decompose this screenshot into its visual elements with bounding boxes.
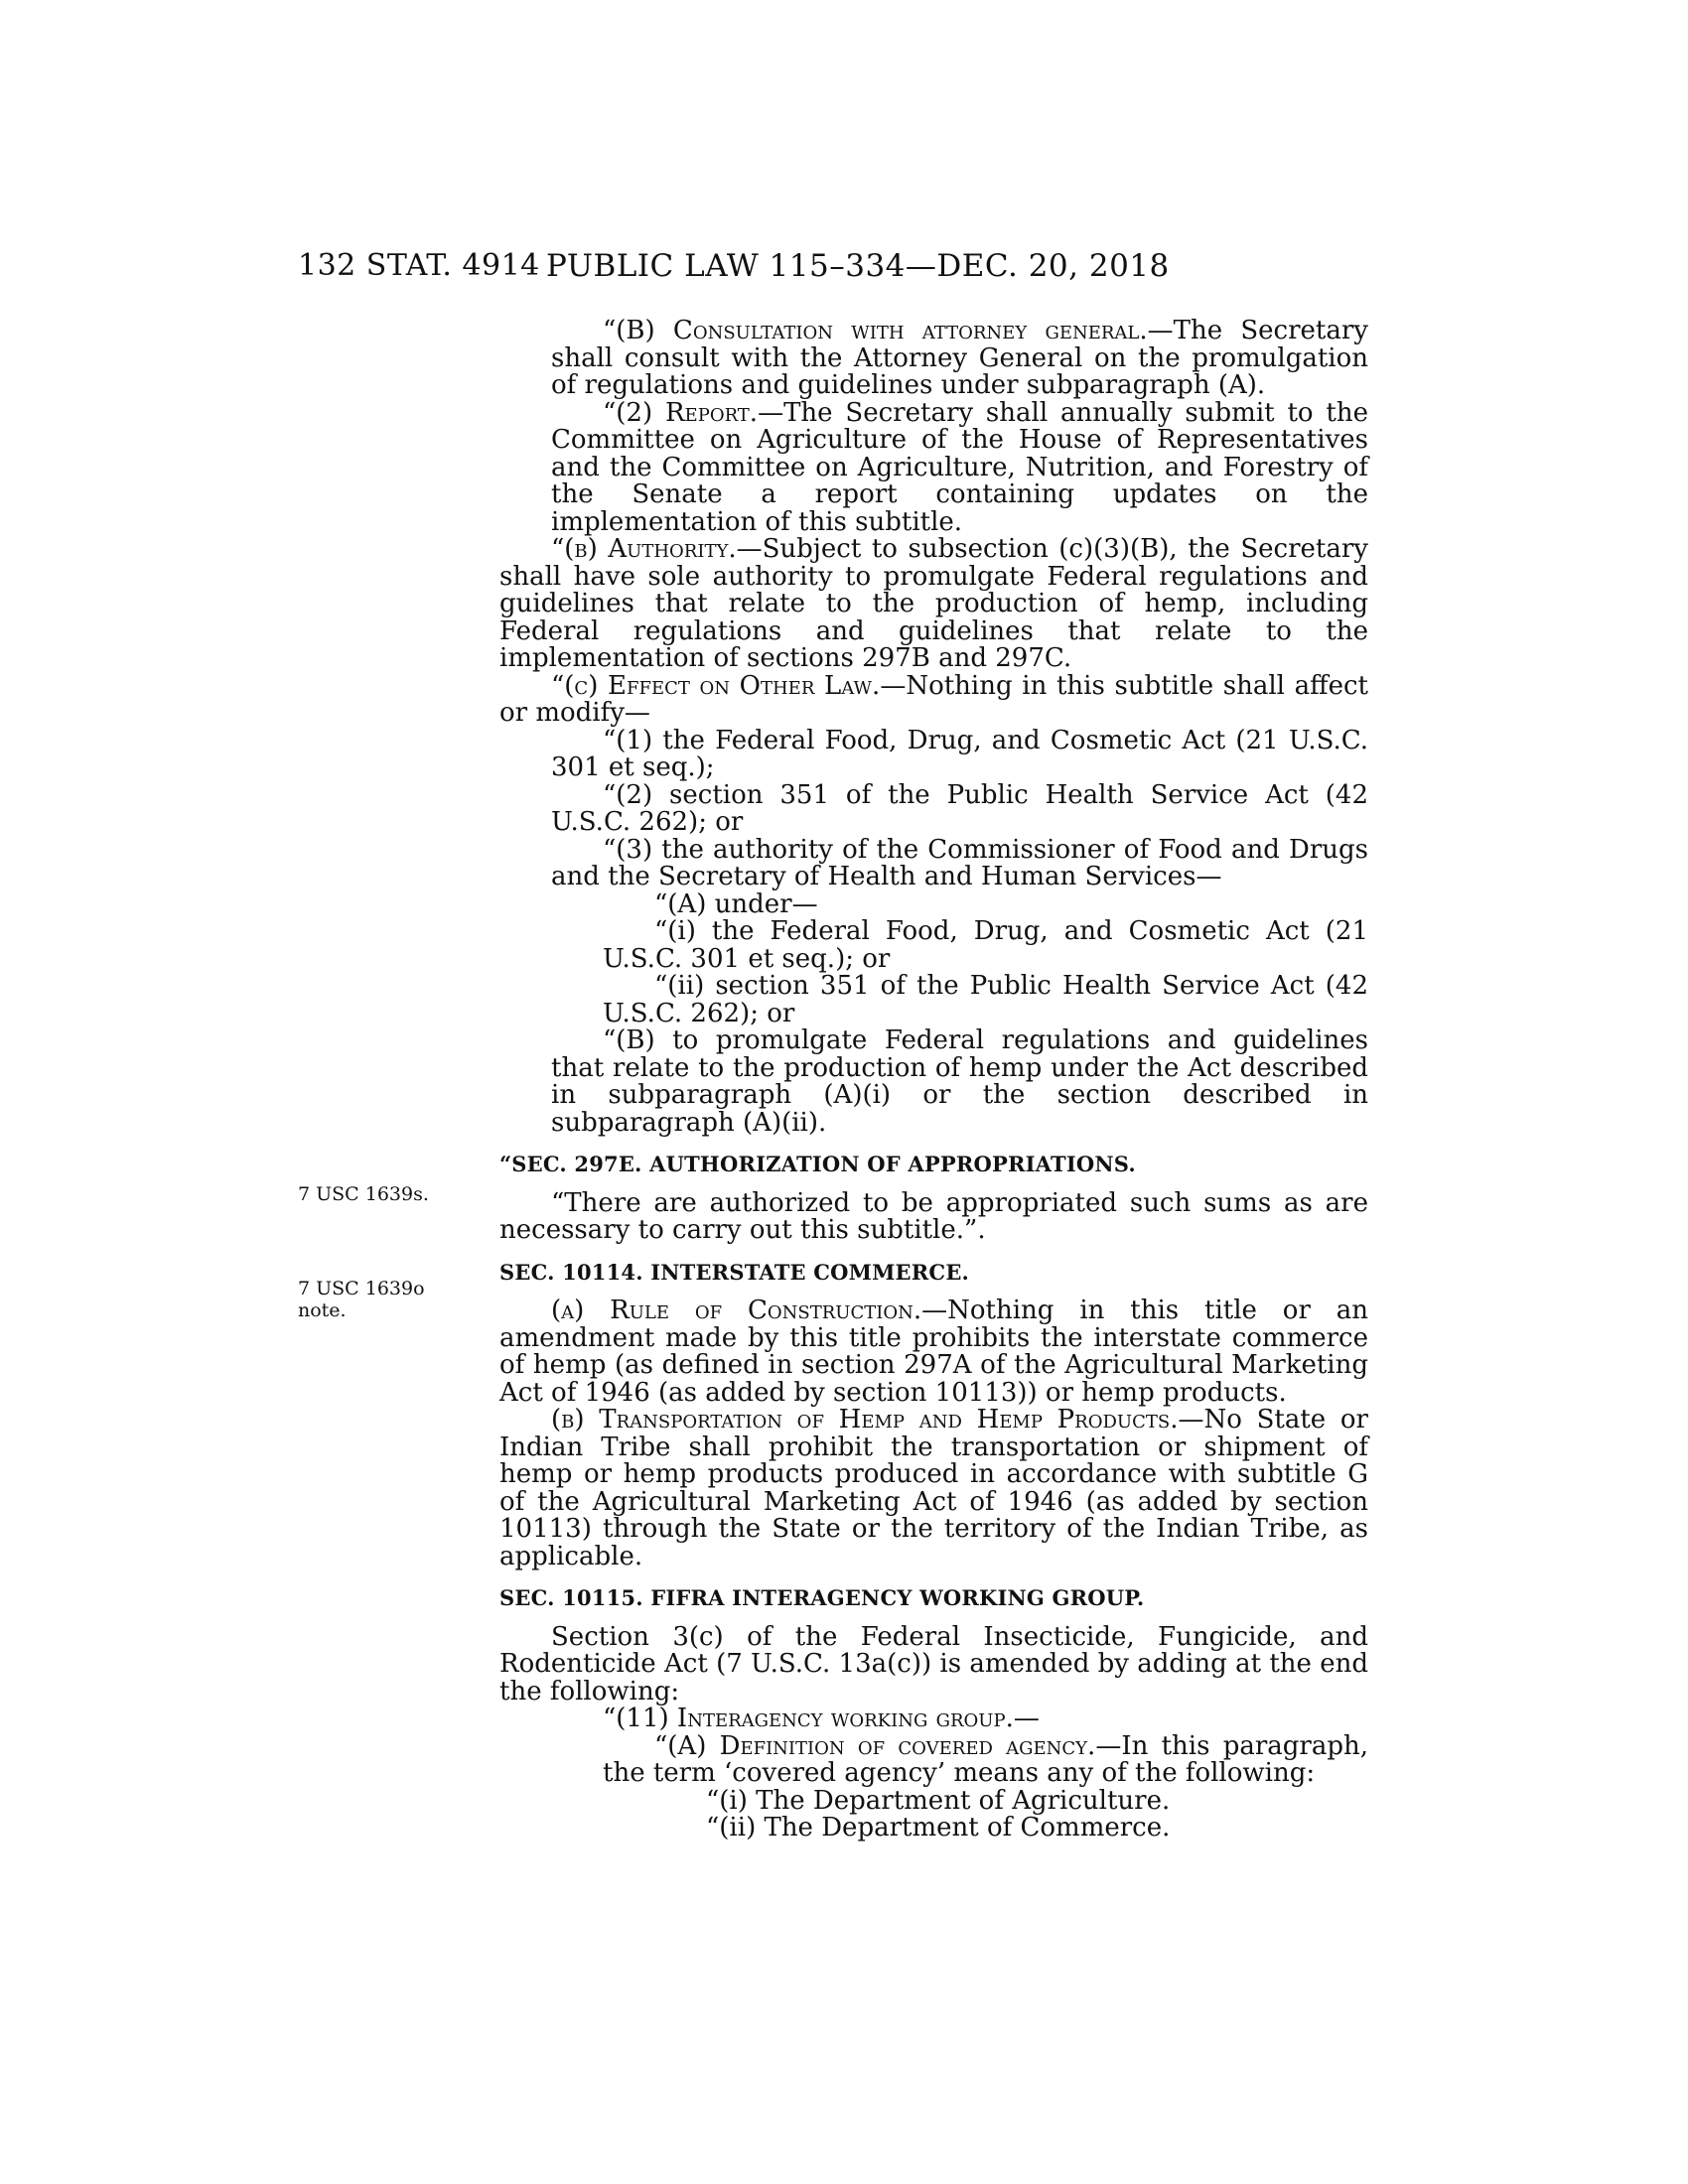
para-297e-text: “There are authorized to be appropriated such sums as are necessary to carry out this subtitle.”.: [499, 1187, 1368, 1245]
para-heading: “(c) Effect on Other Law.: [551, 670, 881, 701]
para-text: —Nothing in this subtitle shall affect or modify—: [499, 670, 1368, 728]
section-heading-10115: SEC. 10115. FIFRA INTERAGENCY WORKING GROUP.: [499, 1585, 1145, 1610]
para-heading: “(2) Report.: [603, 397, 759, 428]
margin-note-line: 7 USC 1639o: [298, 1278, 425, 1299]
para-c-3-a: “(A) under—: [654, 888, 818, 919]
margin-note-sec-297e: 7 USC 1639s.: [298, 1183, 429, 1205]
para-11-a-ii: “(ii) The Department of Commerce.: [706, 1813, 1171, 1843]
para-text: —The Secretary shall annually submit to the Committee on Agriculture of the House of Representatives and the Committee on Agriculture, Nutrition, and Forestry of the Senate a report containing updates on the implementation of this subtitle.: [551, 397, 1368, 537]
margin-note-line: note.: [298, 1299, 347, 1321]
para-text: —: [1013, 1704, 1040, 1733]
para-2-report: [499, 397, 1368, 537]
statute-citation: 132 STAT. 4914: [298, 248, 540, 283]
para-heading: (b) Transportation of Hemp and Hemp Products.: [551, 1405, 1179, 1434]
para-11-interagency-working-group: [499, 1706, 1368, 1733]
para-c-3-b: “(B) to promulgate Federal regulations and guidelines that relate to the production of hemp under the Act described in subparagraph (A)(i) or the section described in subparagraph (A)(ii).: [551, 1025, 1368, 1138]
para-text: —In this paragraph, the term ‘covered agency’ means any of the following:: [603, 1730, 1368, 1788]
para-text: —Subject to subsection (c)(3)(B), the Secretary shall have sole authority to promulgate Federal regulations and guidelines that relate to the production of hemp, including Federal regulations and guidelines that relate to the implementation of sections 297B and 297C.: [499, 534, 1368, 673]
document-body: [499, 318, 1368, 1843]
para-heading: “(b) Authority.: [551, 534, 737, 564]
para-10115-text: Section 3(c) of the Federal Insecticide, Fungicide, and Rodenticide Act (7 U.S.C. 13a(c)) is amended by adding at the end the following:: [499, 1621, 1368, 1706]
section-heading-10114: SEC. 10114. INTERSTATE COMMERCE.: [499, 1259, 970, 1285]
para-c-2: “(2) section 351 of the Public Health Service Act (42 U.S.C. 262); or: [551, 779, 1368, 837]
page-header: [298, 248, 1390, 288]
para-heading: “(11) Interagency working group.: [603, 1704, 1014, 1733]
para-b-consultation: [499, 318, 1368, 400]
public-law-title: PUBLIC LAW 115–334—DEC. 20, 2018: [546, 248, 1170, 284]
para-11-a-definition: [499, 1730, 1368, 1788]
para-text: —Nothing in this title or an amendment made by this title prohibits the interstate commerce of hemp (as defined in section 297A of the Agricultural Marketing Act of 1946 (as added by section 10113)) or hemp products.: [499, 1296, 1368, 1408]
para-a-rule-of-construction: [499, 1297, 1368, 1407]
para-c-effect-on-other-law: [499, 670, 1368, 728]
para-heading: (a) Rule of Construction.: [551, 1296, 922, 1325]
para-b-transportation: [499, 1407, 1368, 1570]
para-11-a-i: “(i) The Department of Agriculture.: [706, 1785, 1171, 1816]
para-c-3: “(3) the authority of the Commissioner of Food and Drugs and the Secretary of Health and Human Services—: [551, 834, 1368, 891]
para-text: —No State or Indian Tribe shall prohibit the transportation or shipment of hemp or hemp products produced in accordance with subtitle G of the Agricultural Marketing Act of 1946 (as added by section 10113) through the State or the territory of the Indian Tribe, as applicable.: [499, 1405, 1368, 1571]
para-b-authority: [499, 536, 1368, 673]
para-c-3-a-i: “(i) the Federal Food, Drug, and Cosmetic Act (21 U.S.C. 301 et seq.); or: [603, 916, 1368, 974]
para-c-3-a-ii: “(ii) section 351 of the Public Health Service Act (42 U.S.C. 262); or: [603, 971, 1368, 1028]
para-heading: “(B) Consultation with attorney general.: [603, 316, 1148, 345]
section-heading-297e: “SEC. 297E. AUTHORIZATION OF APPROPRIATIONS.: [499, 1152, 1136, 1176]
para-text: —The Secretary shall consult with the Attorney General on the promulgation of regulations and guidelines under subparagraph (A).: [551, 316, 1368, 400]
para-c-1: “(1) the Federal Food, Drug, and Cosmetic Act (21 U.S.C. 301 et seq.);: [551, 725, 1368, 782]
margin-note-sec-10114: [298, 1278, 477, 1321]
para-heading: “(A) Definition of covered agency.: [654, 1730, 1096, 1761]
